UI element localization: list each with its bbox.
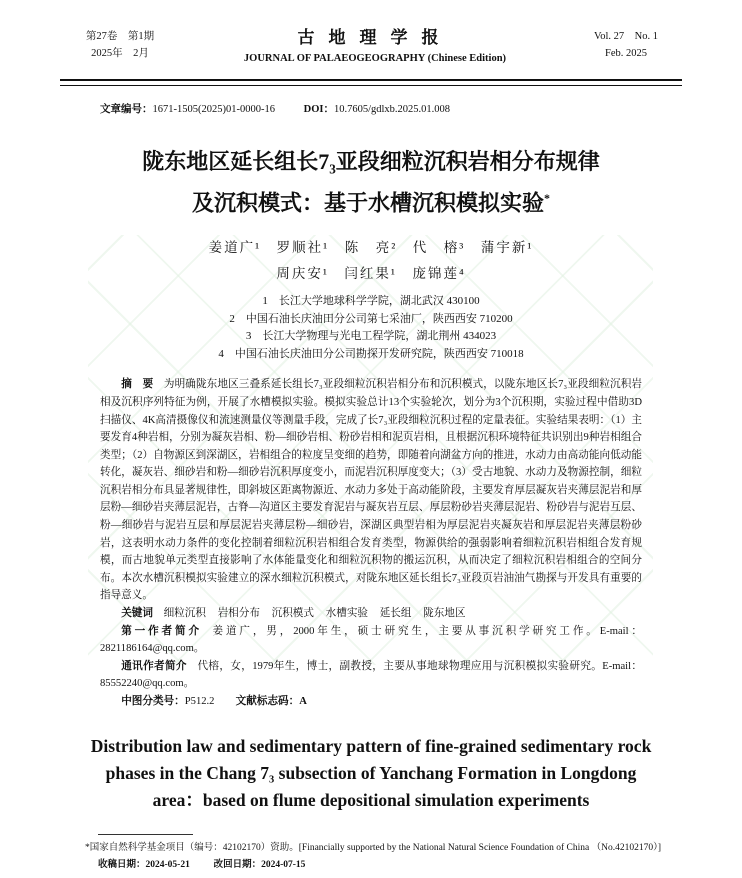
revised-label: 改回日期： [213,860,262,871]
title-footnote-star: * [544,191,550,205]
keyword: 岩相分布 [217,608,260,620]
header-divider [60,79,682,86]
doc-code-label: 文献标志码： [235,696,300,708]
abstract-text: 为明确陇东地区三叠系延长组长7₃亚段细粒沉积岩相分布和沉积模式，以陇东地区长7₃亚段细粒沉积岩相及沉积序列特征为例，开展了水槽模拟实验。模拟实验总计13个实验轮次，划分为3个沉积期，实验过程中借助3D扫描仪、4K高清摄像仪和流速测量仪等测量手段，完成了长7₃亚段细粒沉积过程的定量表征。实验结果表明：（1）主要发育4种岩相，分别为凝灰岩相、粉—细砂岩相、粉砂岩相和泥页岩相，且根据沉积环境特征共识别出9种岩相组合类型；（2）自物源区到深湖区，岩相组合的粒度呈变细的趋势，即随着向湖盆方向的推进，水动力由高动能向低动能转化，凝灰岩、细砂岩和粉—细砂岩沉积厚度变小，而泥岩沉积厚度变大；（3）受古地貌、水动力及物源控制，细粒沉积岩相分布具显著规律性，即斜坡区距离物源近、水动力多处于高动能阶段，主要发育厚层凝灰岩夹薄层泥岩和厚层粉—细砂岩夹薄层泥岩，古脊—沟道区主要发育泥岩与凝灰岩互层、厚层粉砂岩夹薄层泥岩、粉砂岩与泥岩互层、粉—细砂岩与泥岩互层和厚层泥岩夹薄层粉—细砂岩，深湖区典型岩相为厚层泥岩夹凝灰岩和厚层泥岩夹薄层粉砂岩，这表明水动力条件的变化控制着细粒沉积岩相组合发育类型，物源供给的强弱影响着细粒沉积岩相组合发育规模，而古地貌单元类型直接影响了水体能量变化和细粒沉积物的搬运沉积，从而决定了细粒沉积岩相组合的空间分布。本次水槽沉积模拟实验建立的深水细粒沉积模式，对陇东地区延长组长7₃亚段页岩油油气勘探与开发具有重要的指导意义。 [100,379,643,602]
funding-footnote: *国家自然科学基金项目（编号：42102170）资助。[Financially supported by the National Natural Science Foundation of China （No.42102170）] [85,842,661,853]
first-author-bio-label: 第一作者简介 [121,625,202,637]
title-cn-line1: 陇东地区延长组长7₃亚段细粒沉积岩相分布规律 [142,149,600,174]
volume-issue-cn [60,28,180,62]
article-number-label: 文章编号： [100,104,153,115]
doc-code: A [299,696,307,708]
abstract-paragraph [100,376,642,605]
first-author-bio-text: 姜道广，男，2000年生，硕士研究生，主要从事沉积学研究工作。E-mail：2821186164@qq.com。 [100,625,643,655]
article-number: 1671-1505(2025)01-0000-16 [152,104,275,115]
journal-title-cn: 古地理学报 [297,28,453,47]
keywords-label: 关键词 [121,608,153,620]
footnote-divider [98,834,193,835]
corresponding-author-bio-label: 通讯作者简介 [121,660,187,672]
journal-title-en: JOURNAL OF PALAEOGEOGRAPHY (Chinese Edition) [243,53,507,64]
clc-code: P512.2 [184,696,215,708]
classification-line [100,693,642,711]
volume-issue-en [570,28,682,62]
affiliation-4: 4 中国石油长庆油田分公司勘探开发研究院，陕西西安 710018 [218,347,524,360]
corresponding-author-bio [100,658,642,693]
date-cn: 2025年 2月 [91,48,149,59]
title-en-line2: phases in the Chang 7₃ subsection of Yanchang Formation in Longdong [105,762,637,783]
article-meta-line [100,101,682,116]
manuscript-dates [98,858,682,874]
authors-line1: 姜道广¹ 罗顺社¹ 陈 亮² 代 榕³ 蒲宇新¹ [208,240,534,256]
keyword: 细粒沉积 [163,608,206,620]
author-list [60,235,682,287]
journal-masthead [60,28,682,67]
doi-value: 10.7605/gdlxb.2025.01.008 [333,104,451,115]
first-author-bio [100,623,642,658]
title-en-line1: Distribution law and sedimentary pattern of fine-grained sedimentary rock [90,735,652,756]
volume-en: Vol. 27 No. 1 [594,31,658,42]
abstract-section [100,376,642,605]
received-label: 收稿日期： [98,860,146,871]
article-title-cn [60,144,682,221]
keyword: 延长组 [379,608,412,620]
received-date: 2024-05-21 [145,860,190,871]
corresponding-author-bio-text: 代榕，女，1979年生，博士，副教授，主要从事地球物理应用与沉积模拟实验研究。E-mail：85552240@qq.com。 [100,660,643,690]
title-en-line3: area：based on flume depositional simulation experiments [152,789,590,810]
abstract-label: 摘 要 [121,379,154,391]
journal-name-block [180,28,570,67]
affiliation-2: 2 中国石油长庆油田分公司第七采油厂，陕西西安 710200 [229,312,513,325]
authors-line2: 周庆安¹ 闫红果¹ 庞锦莲⁴ [276,266,466,282]
keyword: 沉积模式 [271,608,314,620]
volume-cn: 第27卷 第1期 [85,31,155,42]
title-cn-line2-text: 及沉积模式：基于水槽沉积模拟实验 [191,190,544,216]
revised-date: 2024-07-15 [261,860,306,871]
doi-group [304,104,450,115]
date-en: Feb. 2025 [605,48,647,59]
affiliation-list [60,293,682,363]
page-content [60,28,682,874]
title-cn-line2 [60,180,682,221]
clc-label: 中图分类号： [121,696,185,708]
doi-label: DOI： [303,104,334,115]
keywords-line [100,605,642,623]
keyword: 水槽实验 [325,608,369,620]
keyword: 陇东地区 [423,608,466,620]
affiliation-3: 3 长江大学物理与光电工程学院，湖北荆州 434023 [245,330,497,343]
article-title-en [60,733,682,814]
affiliation-1: 1 长江大学地球科学学院，湖北武汉 430100 [262,295,480,308]
